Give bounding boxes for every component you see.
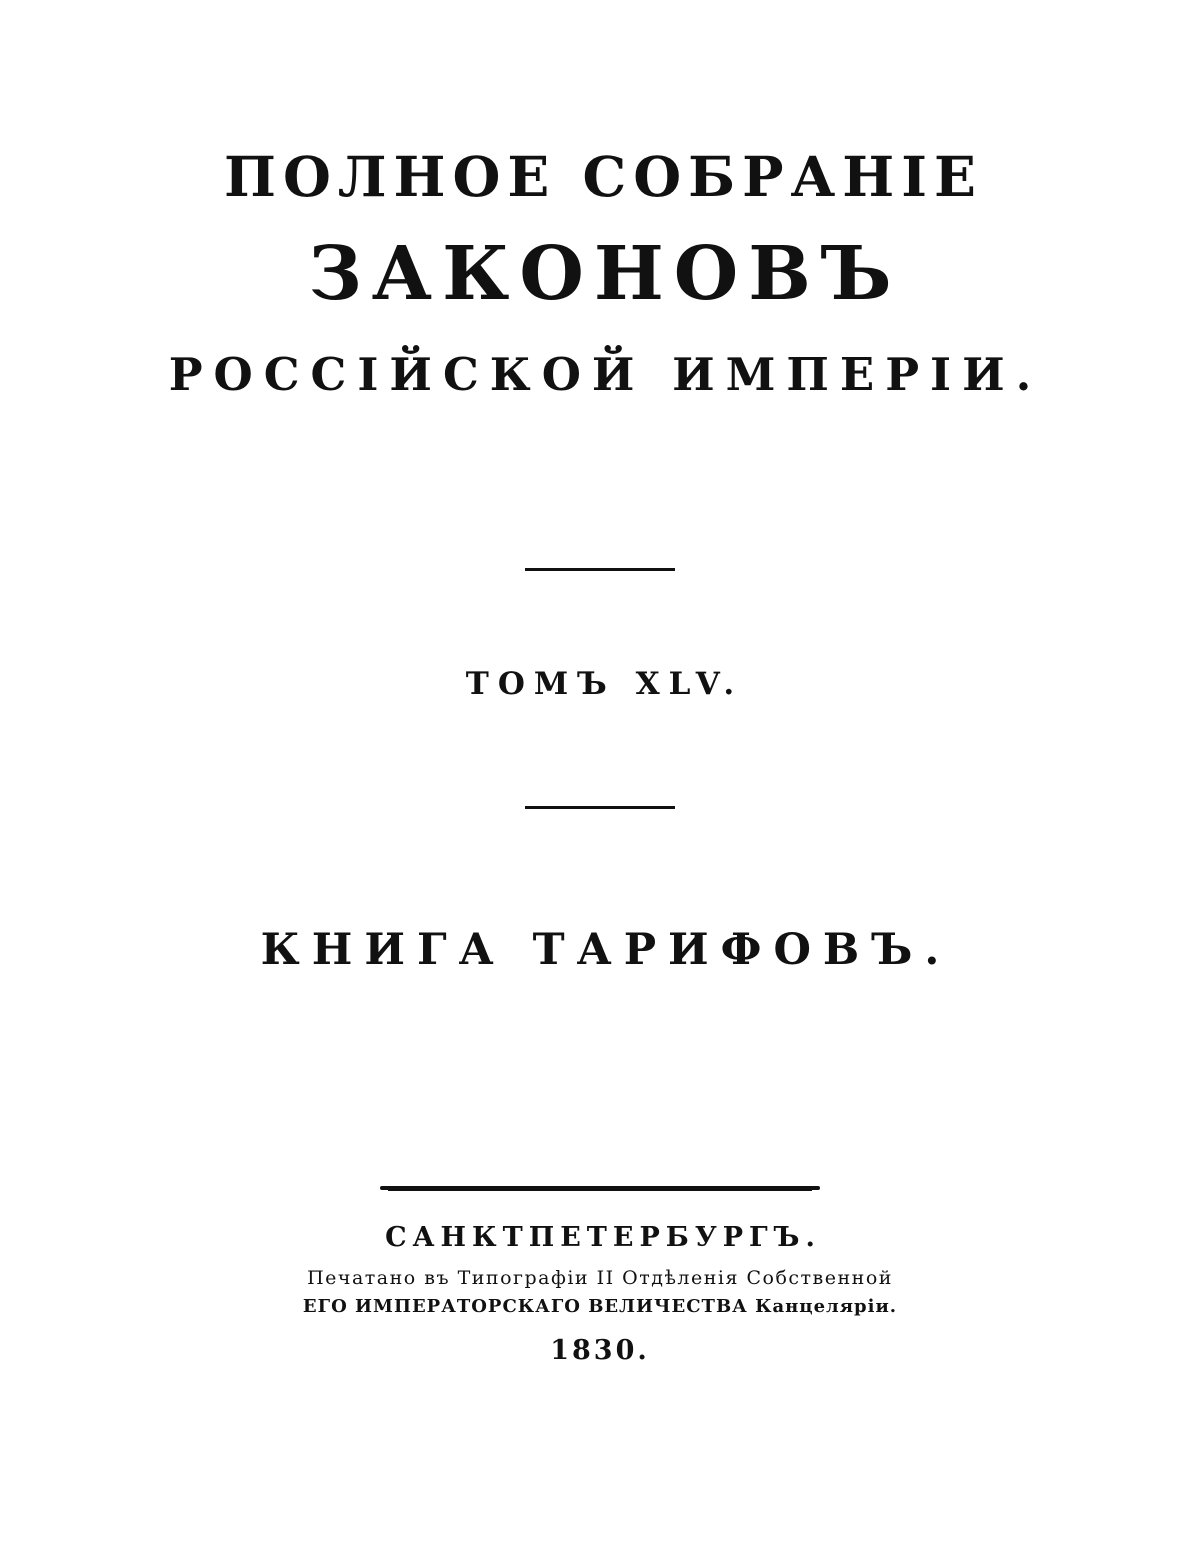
volume-label: ТОМЪ XLV. — [465, 666, 744, 702]
main-title-block — [0, 144, 1200, 402]
imprint-year: 1830. — [550, 1335, 650, 1366]
book-title: КНИГА ТАРИФОВЪ. — [260, 925, 952, 975]
title-line-1: ПОЛНОЕ СОБРАНІЕ — [224, 144, 983, 209]
divider-rule-upper — [525, 568, 675, 571]
imprint-city: САНКТПЕТЕРБУРГЪ. — [385, 1222, 821, 1253]
imprint-printer-line-2: ЕГО ИМПЕРАТОРСКАГО ВЕЛИЧЕСТВА Канцеляріи. — [302, 1296, 898, 1317]
title-line-3: РОССІЙСКОЙ ИМПЕРІИ. — [168, 348, 1043, 402]
imprint-printer-line-1: Печатано въ Типографіи II Отдѣленія Собственной — [307, 1267, 893, 1289]
imprint-block — [0, 1222, 1200, 1366]
imprint-divider — [380, 1186, 820, 1190]
divider-rule-lower — [525, 806, 675, 809]
title-line-2: ЗАКОНОВЪ — [308, 230, 902, 317]
